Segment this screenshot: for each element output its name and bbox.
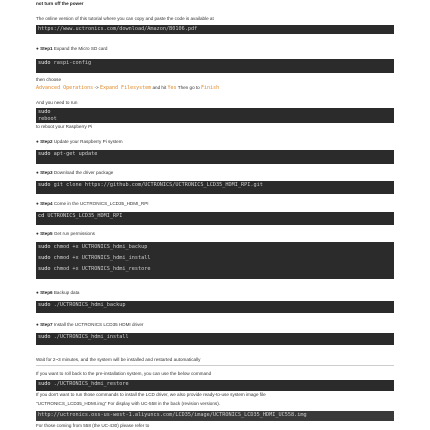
- step7-label: Step7: [40, 322, 53, 327]
- step2-heading: [36, 139, 123, 145]
- step5-label: Step5: [40, 231, 53, 236]
- step4-text: Come in the UCTRONICS_LCD35_HDMI_RPI: [53, 201, 149, 206]
- then-go-to-text: Then go to: [177, 85, 200, 90]
- code-args: apt-get update: [53, 151, 98, 157]
- step4-label: Step4: [40, 201, 53, 206]
- image-url-code-block[interactable]: [36, 411, 394, 421]
- step6-label: Step6: [40, 290, 53, 295]
- step1-text: Expand the Micro SD card: [53, 46, 108, 51]
- step5-text: Get run permissions: [53, 231, 95, 236]
- code-cmd: cd: [38, 213, 45, 219]
- code-cmd: sudo: [38, 151, 51, 157]
- option-yes: Yes: [167, 85, 177, 91]
- code-cmd: sudo: [38, 109, 51, 115]
- reboot-code-block[interactable]: [36, 108, 394, 123]
- code-args: raspi-config: [53, 60, 92, 66]
- step2-code-block[interactable]: [36, 150, 394, 164]
- wait-text: Wait for 2~3 minutes, and the system will be installed and restarted automatically: [36, 357, 201, 362]
- step4-heading: [36, 201, 149, 207]
- code-args: ./UCTRONICS_hdmi_restore: [53, 381, 129, 387]
- bullet-icon: ●: [36, 139, 39, 144]
- url-code-block[interactable]: [36, 25, 394, 34]
- code-args: ./UCTRONICS_hdmi_install: [53, 334, 129, 340]
- step4-code-block[interactable]: [36, 212, 394, 225]
- code-args: chmod +x UCTRONICS_hdmi_install: [53, 255, 151, 261]
- step2-text: Update your Raspberry Pi system: [53, 139, 123, 144]
- code-cmd: sudo: [38, 302, 51, 308]
- step5-code-block[interactable]: [36, 242, 394, 279]
- option-expand: Expand Filesystem: [99, 85, 152, 91]
- code-args: UCTRONICS_LCD35_HDMI_RPI: [47, 213, 123, 219]
- image-file-text: "UCTRONICS_LCD35_HDMI.img" For display with UC-558 in the back (revision versions).: [36, 401, 221, 406]
- code-cmd: sudo: [38, 244, 51, 250]
- step1-reboot-text: to reboot your Raspberry Pi: [36, 124, 93, 129]
- step3-code-block[interactable]: [36, 181, 394, 194]
- step1-then-choose: then choose: [36, 77, 62, 82]
- image-url-code: http://uctronics.oss-us-west-1.aliyuncs.com/LCD35/image/UCTRONICS_LCD35_HDMI_UC558.img: [38, 412, 307, 418]
- code-cmd: sudo: [38, 182, 51, 188]
- rollback-text: If you want to roll back to the pre-installation system, you can use the below command: [36, 371, 212, 376]
- step6-code-block[interactable]: [36, 301, 394, 313]
- step1-options-line: [36, 85, 219, 91]
- step1-code-block[interactable]: [36, 59, 394, 73]
- bottom-text: For those coming from 558 (the UC-430) please refer to: [36, 423, 150, 428]
- step6-text: Backup data: [53, 290, 80, 295]
- code-cmd: sudo: [38, 255, 51, 261]
- code-cmd: sudo: [38, 334, 51, 340]
- code-args: git clone https://github.com/UCTRONICS/UCTRONICS_LCD35_HDMI_RPI.git: [53, 182, 263, 188]
- step3-label: Step3: [40, 170, 53, 175]
- step3-text: Download the driver package: [53, 170, 114, 175]
- bullet-icon: ●: [36, 290, 39, 295]
- step1-need-reboot: And you need to run: [36, 100, 78, 105]
- code-cmd: sudo: [38, 60, 51, 66]
- step6-heading: [36, 290, 79, 296]
- top-text: not turn off the power: [36, 1, 84, 6]
- code-cmd: sudo: [38, 381, 51, 387]
- option-finish: Finish: [201, 85, 220, 91]
- bullet-icon: ●: [36, 46, 39, 51]
- step3-heading: [36, 170, 113, 176]
- bullet-icon: ●: [36, 201, 39, 206]
- code-args: ./UCTRONICS_hdmi_backup: [53, 302, 126, 308]
- code-args: chmod +x UCTRONICS_hdmi_backup: [53, 244, 148, 250]
- and-hit-text: and hit: [152, 85, 167, 90]
- code-args: chmod +x UCTRONICS_hdmi_restore: [53, 266, 151, 272]
- restore-code-block[interactable]: [36, 380, 394, 391]
- bullet-icon: ●: [36, 170, 39, 175]
- step7-heading: [36, 322, 143, 328]
- url-code: https://www.uctronics.com/download/Amazon/B0106.pdf: [38, 26, 198, 32]
- dont-want-text: If you don't want to run those commands to install the LCD driver, we also provide ready-to-use system image file: [36, 392, 266, 397]
- code-args: reboot: [38, 116, 57, 122]
- bullet-icon: ●: [36, 322, 39, 327]
- code-cmd: sudo: [38, 266, 51, 272]
- arrow-text: ->: [94, 85, 99, 90]
- step7-code-block[interactable]: [36, 333, 394, 345]
- bullet-icon: ●: [36, 231, 39, 236]
- step1-heading: [36, 46, 107, 52]
- intro-text: The online version of this tutorial where you can copy and paste the code is available at: [36, 16, 214, 21]
- step7-text: Install the UCTRONICS LCD35 HDMI driver: [53, 322, 144, 327]
- divider: [36, 365, 394, 366]
- option-advanced: Advanced Operations: [36, 85, 94, 91]
- step2-label: Step2: [40, 139, 53, 144]
- step5-heading: [36, 231, 95, 237]
- step1-label: Step1: [40, 46, 53, 51]
